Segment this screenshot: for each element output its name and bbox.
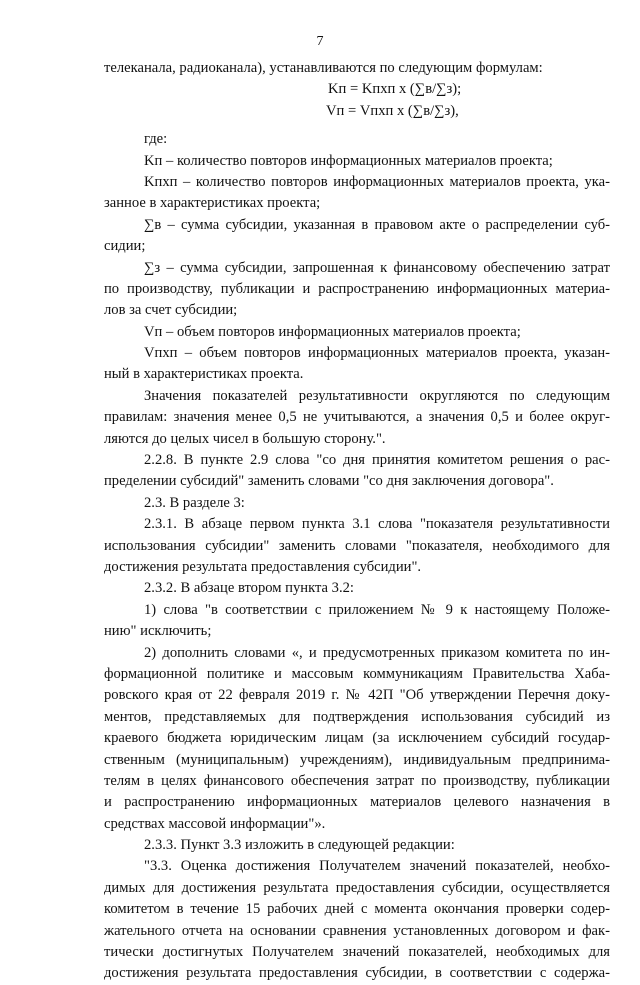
text-line: 1) слова "в соответствии с приложением № 9 к настоящему Положе- [144,601,610,618]
text-line: Kпхп – количество повторов информационных материалов проекта, ука- [144,173,610,190]
text-line: по производству, публикации и распространению информационных материа- [104,280,610,297]
text-line: занное в характеристиках проекта; [104,195,321,212]
page-number: 7 [316,34,324,49]
text-line: нию" исключить; [104,623,212,640]
text-line: Vпхп – объем повторов информационных материалов проекта, указан- [144,345,610,362]
text-line: комитетом в течение 15 рабочих дней с момента окончания проверки содер- [104,901,610,918]
text-line: 2.3. В разделе 3: [144,494,245,511]
text-line: ный в характеристиках проекта. [104,366,304,383]
text-line: достижения результата предоставления субсидии". [104,558,422,575]
text-line: 2.3.2. В абзаце втором пункта 3.2: [144,580,354,597]
text-line: Vп = Vпхп x (∑в/∑з), [326,102,459,119]
text-line: телям в целях финансового обеспечения затрат по производству, публикации [104,772,610,789]
text-line: "3.3. Оценка достижения Получателем значений показателей, необхо- [144,858,610,875]
text-line: 2.3.3. Пункт 3.3 изложить в следующей редакции: [144,837,455,854]
text-line: жательного отчета на основании сравнения установленных договором и фак- [104,922,610,939]
text-line: средствах массовой информации"». [104,815,326,832]
text-line: 2.2.8. В пункте 2.9 слова "со дня принятия комитетом решения о рас- [144,452,610,469]
text-line: димых для достижения результата предоставления субсидии, осуществляется [104,879,610,896]
text-line: 2) дополнить словами «, и предусмотренных приказом комитета по ин- [144,644,610,661]
text-line: ровского края от 22 февраля 2019 г. № 42П "Об утверждении Перечня доку- [104,687,610,704]
spacer [104,122,610,129]
text-line: ментов, представляемых для подтверждения использования субсидий из [104,708,610,725]
text-line: где: [144,131,168,148]
text-line: использования субсидии" заменить словами "показателя, необходимого для [104,537,610,554]
text-line: сидии; [104,238,146,255]
text-line: пределении субсидий" заменить словами "со дня заключения договора". [104,473,554,490]
text-line: формационной политике и массовым коммуникациям Правительства Хаба- [104,665,610,682]
text-line: лов за счет субсидии; [104,302,238,319]
text-line: и распространению информационных материалов целевого назначения в [104,794,610,811]
text-line: Значения показателей результативности округляются по следующим [144,387,610,404]
text-line: тически достигнутых Получателем значений показателей, необходимых для [104,944,610,961]
text-line: правилам: значения менее 0,5 не учитываются, а значения 0,5 и более округ- [104,409,610,426]
text-line: ∑з – сумма субсидии, запрошенная к финансовому обеспечению затрат [144,259,610,276]
text-line: ляются до целых чисел в большую сторону.". [104,430,386,447]
text-line: Kп – количество повторов информационных материалов проекта; [144,152,553,169]
text-line: краевого бюджета юридическим лицам (за исключением субсидий государ- [104,730,610,747]
text-line: Kп = Kпхп x (∑в/∑з); [328,81,462,98]
text-line: Vп – объем повторов информационных материалов проекта; [144,323,521,340]
document-body [104,58,610,985]
text-line: телеканала, радиоканала), устанавливаются по следующим формулам: [104,60,543,76]
text-line: ственным (муниципальным) учреждениям), индивидуальным предпринима- [104,751,610,768]
text-line: 2.3.1. В абзаце первом пункта 3.1 слова "показателя результативности [144,516,610,533]
text-line: достижения результата предоставления субсидии, в соответствии с содержа- [104,965,610,982]
text-line: ∑в – сумма субсидии, указанная в правовом акте о распределении суб- [144,216,610,233]
